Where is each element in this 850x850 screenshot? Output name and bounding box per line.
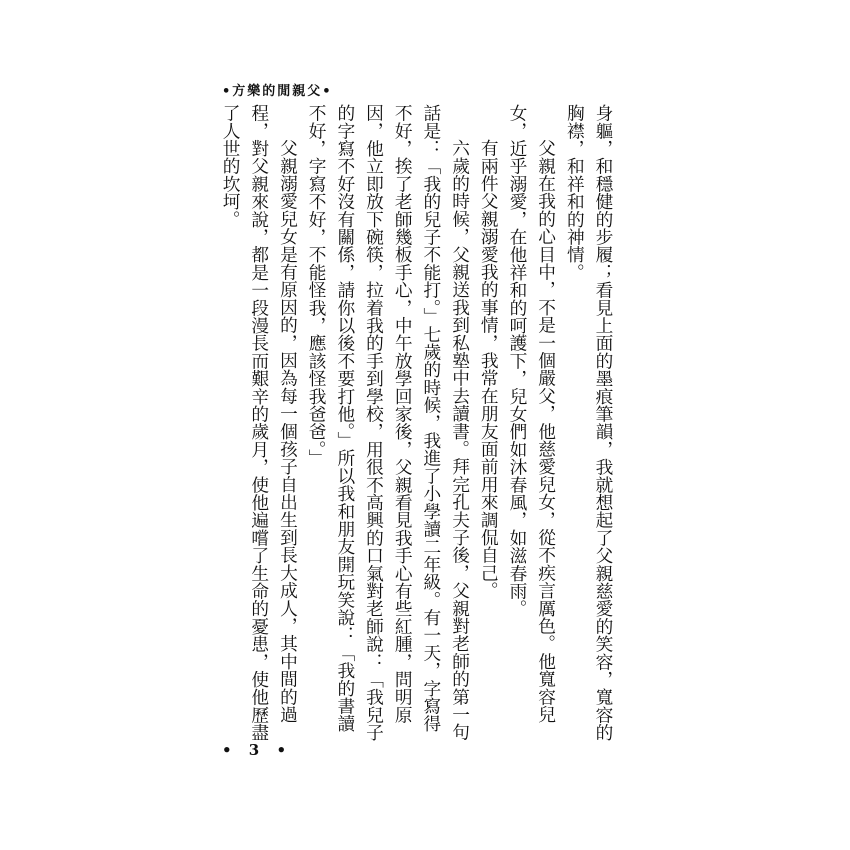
page-number: • 3 •: [222, 741, 293, 759]
text-column: 程，對父親來說，都是一段漫長而艱辛的歲月，使他遍嚐了生命的憂患，使他歷盡: [248, 104, 269, 742]
text-column: 的字寫不好沒有關係，請你以後不要打他。」所以我和朋友開玩笑說：「我的書讀: [334, 104, 355, 733]
text-column: 不好，字寫不好，不能怪我，應該怪我爸爸。」: [306, 104, 327, 467]
text-column: 不好，挨了老師幾板手心，中午放學回家後，父親看見我手心有些紅腫，問明原: [392, 104, 413, 724]
text-column: 了人世的坎坷。: [220, 104, 241, 228]
body-text: [215, 104, 617, 754]
text-column: 身軀，和穩健的步履；看見上面的墨痕筆韻，我就想起了父親慈愛的笑容，寬容的: [593, 104, 613, 742]
text-column: 話是：「我的兒子不能打。」七歲的時候，我進了小學讀二年級。有一天，字寫得: [420, 104, 441, 733]
text-column: 父親在我的心目中，不是一個嚴父，他慈愛兒女，從不疾言厲色。他寬容兒: [535, 139, 556, 724]
text-column: 女，近乎溺愛，在他祥和的呵護下，兒女們如沐春風，如滋春雨。: [506, 104, 527, 618]
text-column: 胸襟，和祥和的神情。: [564, 104, 585, 281]
running-header: •方樂的閒親父•: [222, 84, 333, 99]
text-column: 父親溺愛兒女是有原因的，因為每一個孩子自出生到長大成人，其中間的過: [277, 139, 298, 724]
text-column: 六歲的時候，父親送我到私塾中去讀書。拜完孔夫子後，父親對老師的第一句: [449, 139, 470, 742]
text-column: 有兩件父親溺愛我的事情，我常在朋友面前用來調侃自己。: [478, 139, 499, 600]
text-column: 因，他立即放下碗筷，拉着我的手到學校，用很不高興的口氣對老師說：「我兒子: [363, 104, 384, 742]
